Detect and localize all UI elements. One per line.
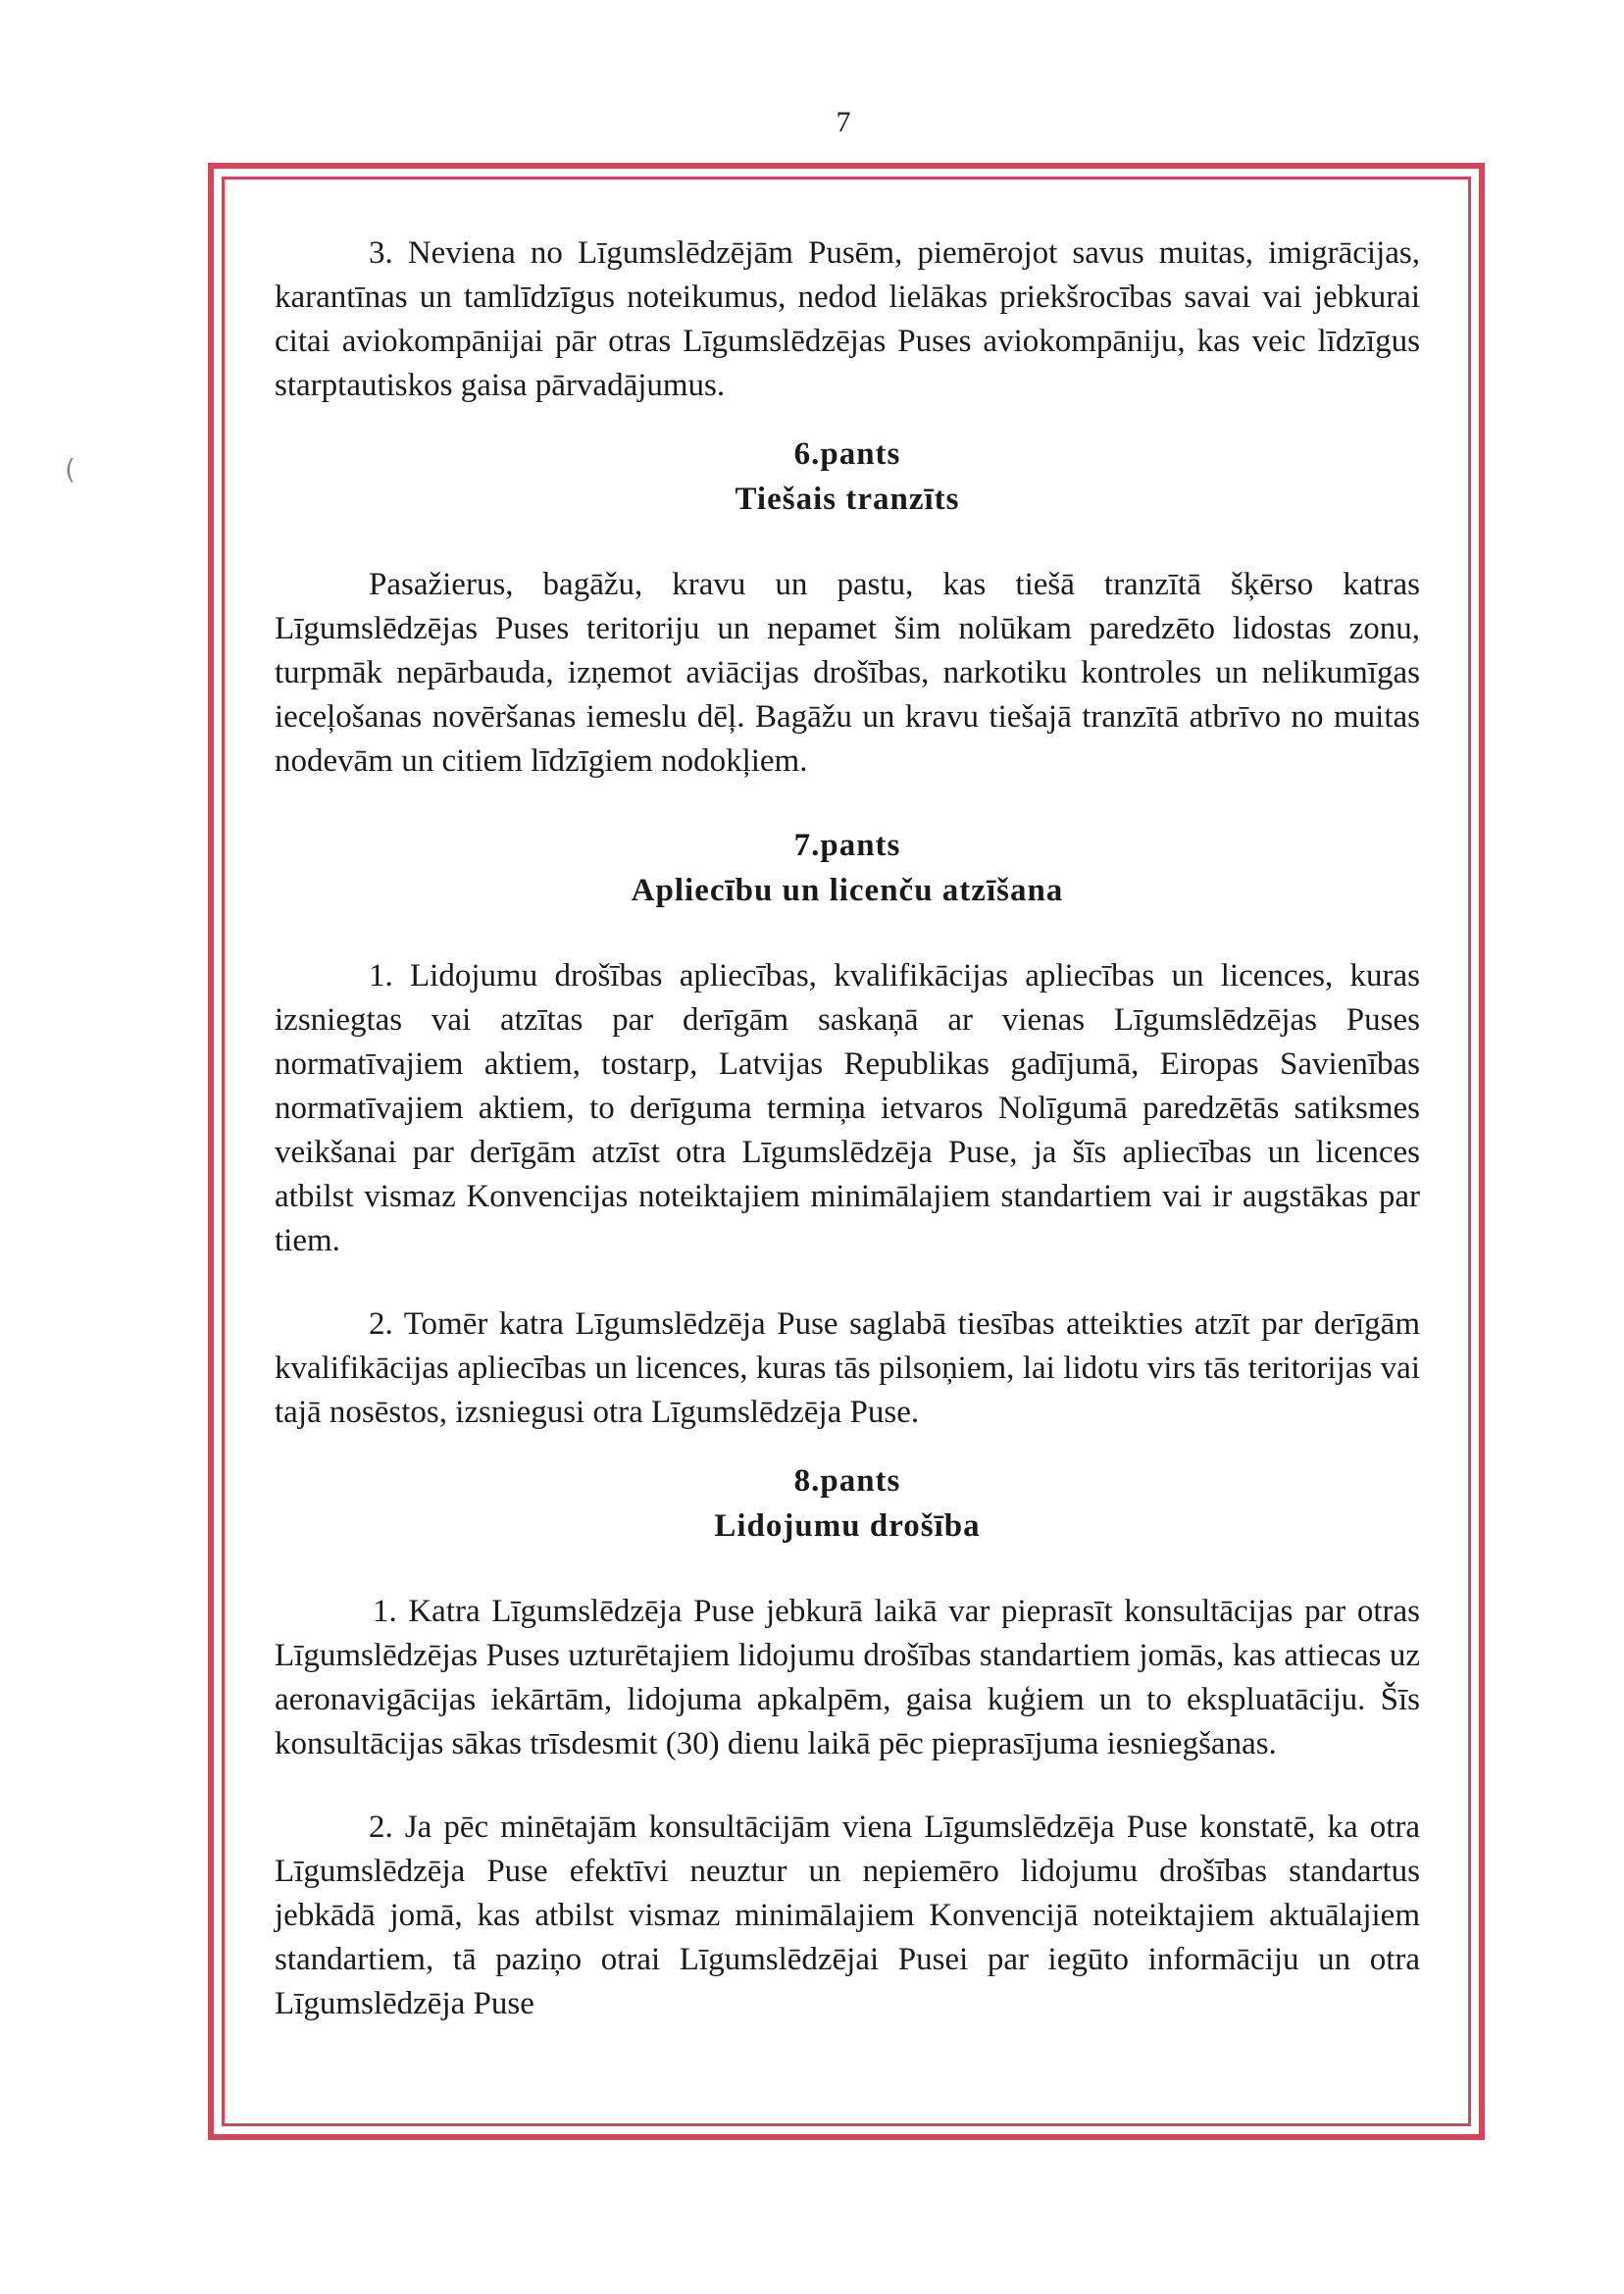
paragraph: 1. Lidojumu drošības apliecības, kvalifikācijas apliecības un licences, kuras izsniegtas vai atzītas par derīgām saskaņā ar vienas Līgumslēdzējas Puses normatīvajiem aktiem, tostarp, Latvijas Republikas gadījumā, Eiropas Savienības normatīvajiem aktiem, to derīguma termiņa ietvaros Nolīgumā paredzētās satiksmes veikšanai par derīgām atzīst otra Līgumslēdzēja Puse, ja šīs apliecības un licences atbilst vismaz Konvencijas noteiktajiem minimālajiem standartiem vai ir augstākas par tiem. xyxy=(275,958,1420,1258)
article-title: Apliecību un licenču atzīšana xyxy=(631,873,1064,908)
margin-scan-mark: ( xyxy=(65,453,76,485)
paragraph-article-5-3: 3. Neviena no Līgumslēdzējām Pusēm, piemērojot savus muitas, imigrācijas, karantīnas un tamlīdzīgus noteikumus, nedod lielākas priekšrocības savai vai jebkurai citai aviokompānijai pār otras Līgumslēdzējas Puses aviokompāniju, kas veic līdzīgus starptautiskos gaisa pārvadājumus. xyxy=(275,235,1420,403)
paragraph: 2. Ja pēc minētajām konsultācijām viena Līgumslēdzēja Puse konstatē, ka otra Līgumslēdzēja Puse efektīvi neuztur un nepiemēro lidojumu drošības standartus jebkādā jomā, kas atbilst vismaz minimālajiem Konvencijā noteiktajiem aktuālajiem standartiem, tā paziņo otrai Līgumslēdzējai Pusei par iegūto informāciju un otra Līgumslēdzēja Puse xyxy=(275,1810,1420,2021)
page-number: 7 xyxy=(836,106,851,138)
article-heading xyxy=(275,432,1420,522)
article-number: 8.pants xyxy=(793,1463,901,1499)
article-title: Lidojumu drošība xyxy=(714,1508,981,1544)
paragraph: Pasažierus, bagāžu, kravu un pastu, kas tiešā tranzītā šķērso katras Līgumslēdzējas Puses teritoriju un nepamet šim nolūkam paredzēto lidostas zonu, turpmāk nepārbauda, izņemot aviācijas drošības, narkotiku kontroles un nelikumīgas ieceļošanas novēršanas iemeslu dēļ. Bagāžu un kravu tiešajā tranzītā atbrīvo no muitas nodevām un citiem līdzīgiem nodokļiem. xyxy=(275,567,1420,779)
article-heading xyxy=(275,1458,1420,1549)
paragraph: 1. Katra Līgumslēdzēja Puse jebkurā laikā var pieprasīt konsultācijas par otras Līgumslēdzējas Puses uzturētajiem lidojumu drošības standartiem jomās, kas attiecas uz aeronavigācijas iekārtām, lidojuma apkalpēm, gaisa kuģiem un to ekspluatāciju. Šīs konsultācijas sākas trīsdesmit (30) dienu laikā pēc pieprasījuma iesniegšanas. xyxy=(275,1594,1420,1761)
paragraph: 2. Tomēr katra Līgumslēdzēja Puse saglabā tiesības atteikties atzīt par derīgām kvalifikācijas apliecības un licences, kuras tās pilsoņiem, lai lidotu virs tās teritorijas vai tajā nosēstos, izsniegusi otra Līgumslēdzēja Puse. xyxy=(275,1306,1420,1430)
document-body xyxy=(275,231,1420,2026)
article-number: 7.pants xyxy=(793,828,901,863)
article-heading xyxy=(275,823,1420,913)
article-title: Tiešais tranzīts xyxy=(735,482,960,517)
article-number: 6.pants xyxy=(793,436,901,472)
